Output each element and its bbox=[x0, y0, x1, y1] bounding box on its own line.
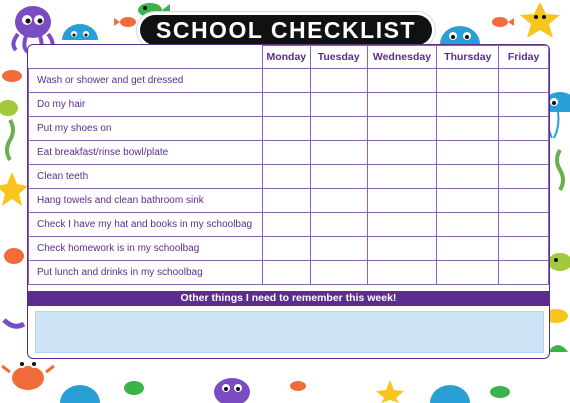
checkbox-cell-friday[interactable] bbox=[499, 141, 549, 165]
task-label: Put lunch and drinks in my schoolbag bbox=[29, 261, 263, 285]
jellyfish-icon bbox=[430, 385, 470, 403]
page-title: SCHOOL CHECKLIST bbox=[140, 15, 432, 45]
checkbox-cell-monday[interactable] bbox=[262, 141, 310, 165]
task-label: Wash or shower and get dressed bbox=[29, 69, 263, 93]
seaweed-icon bbox=[557, 150, 563, 190]
fish-icon bbox=[290, 381, 306, 391]
task-row bbox=[29, 69, 549, 93]
checkbox-cell-wednesday[interactable] bbox=[367, 117, 437, 141]
day-header-tuesday: Tuesday bbox=[310, 46, 367, 69]
checkbox-cell-tuesday[interactable] bbox=[310, 189, 367, 213]
starfish-icon bbox=[0, 172, 28, 206]
fish-icon bbox=[492, 17, 514, 27]
checkbox-cell-tuesday[interactable] bbox=[310, 237, 367, 261]
checkbox-cell-wednesday[interactable] bbox=[367, 213, 437, 237]
checkbox-cell-thursday[interactable] bbox=[437, 93, 499, 117]
checkbox-cell-friday[interactable] bbox=[499, 165, 549, 189]
octopus-icon bbox=[214, 378, 250, 403]
fish-icon bbox=[2, 70, 22, 82]
jellyfish-icon bbox=[62, 24, 98, 40]
checkbox-cell-monday[interactable] bbox=[262, 261, 310, 285]
day-header-friday: Friday bbox=[499, 46, 549, 69]
reminders-notes-box[interactable] bbox=[35, 311, 544, 353]
jellyfish-icon bbox=[440, 26, 480, 44]
starfish-icon bbox=[376, 380, 404, 403]
checkbox-cell-monday[interactable] bbox=[262, 117, 310, 141]
checkbox-cell-friday[interactable] bbox=[499, 93, 549, 117]
fish-icon bbox=[490, 386, 510, 398]
checkbox-cell-tuesday[interactable] bbox=[310, 165, 367, 189]
reminders-heading: Other things I need to remember this week! bbox=[28, 291, 549, 306]
task-label: Do my hair bbox=[29, 93, 263, 117]
task-row bbox=[29, 213, 549, 237]
task-label: Check homework is in my schoolbag bbox=[29, 237, 263, 261]
task-row bbox=[29, 261, 549, 285]
checkbox-cell-wednesday[interactable] bbox=[367, 141, 437, 165]
checkbox-cell-thursday[interactable] bbox=[437, 213, 499, 237]
jellyfish-icon bbox=[60, 385, 100, 403]
checkbox-cell-friday[interactable] bbox=[499, 189, 549, 213]
task-label: Check I have my hat and books in my schoolbag bbox=[29, 213, 263, 237]
octopus-icon bbox=[4, 320, 24, 326]
task-label: Clean teeth bbox=[29, 165, 263, 189]
checkbox-cell-wednesday[interactable] bbox=[367, 93, 437, 117]
checkbox-cell-wednesday[interactable] bbox=[367, 261, 437, 285]
seaweed-icon bbox=[7, 120, 13, 160]
checkbox-cell-tuesday[interactable] bbox=[310, 69, 367, 93]
day-header-thursday: Thursday bbox=[437, 46, 499, 69]
checklist-table bbox=[28, 45, 549, 285]
checkbox-cell-monday[interactable] bbox=[262, 213, 310, 237]
checkbox-cell-friday[interactable] bbox=[499, 261, 549, 285]
checkbox-cell-monday[interactable] bbox=[262, 69, 310, 93]
checkbox-cell-tuesday[interactable] bbox=[310, 261, 367, 285]
task-column-header bbox=[29, 46, 263, 69]
crab-icon bbox=[2, 360, 54, 390]
task-list bbox=[29, 69, 549, 285]
shell-icon bbox=[548, 345, 568, 352]
day-header-monday: Monday bbox=[262, 46, 310, 69]
task-row bbox=[29, 141, 549, 165]
checkbox-cell-wednesday[interactable] bbox=[367, 69, 437, 93]
checkbox-cell-wednesday[interactable] bbox=[367, 237, 437, 261]
checkbox-cell-monday[interactable] bbox=[262, 165, 310, 189]
task-row bbox=[29, 189, 549, 213]
checkbox-cell-friday[interactable] bbox=[499, 69, 549, 93]
task-row bbox=[29, 93, 549, 117]
checkbox-cell-thursday[interactable] bbox=[437, 261, 499, 285]
checkbox-cell-tuesday[interactable] bbox=[310, 93, 367, 117]
checkbox-cell-thursday[interactable] bbox=[437, 141, 499, 165]
checkbox-cell-thursday[interactable] bbox=[437, 189, 499, 213]
checkbox-cell-thursday[interactable] bbox=[437, 165, 499, 189]
checkbox-cell-friday[interactable] bbox=[499, 237, 549, 261]
checkbox-cell-thursday[interactable] bbox=[437, 237, 499, 261]
checkbox-cell-wednesday[interactable] bbox=[367, 165, 437, 189]
day-header-wednesday: Wednesday bbox=[367, 46, 437, 69]
checkbox-cell-tuesday[interactable] bbox=[310, 213, 367, 237]
checkbox-cell-thursday[interactable] bbox=[437, 69, 499, 93]
starfish-icon bbox=[520, 2, 560, 38]
checkbox-cell-thursday[interactable] bbox=[437, 117, 499, 141]
checkbox-cell-tuesday[interactable] bbox=[310, 117, 367, 141]
task-row bbox=[29, 165, 549, 189]
day-header-row bbox=[29, 46, 549, 69]
checkbox-cell-wednesday[interactable] bbox=[367, 189, 437, 213]
fish-icon bbox=[124, 381, 144, 395]
checkbox-cell-friday[interactable] bbox=[499, 213, 549, 237]
checkbox-cell-monday[interactable] bbox=[262, 189, 310, 213]
checkbox-cell-monday[interactable] bbox=[262, 93, 310, 117]
checkbox-cell-tuesday[interactable] bbox=[310, 141, 367, 165]
crab-icon bbox=[4, 248, 24, 264]
task-label: Put my shoes on bbox=[29, 117, 263, 141]
fish-icon bbox=[548, 253, 570, 271]
fish-icon bbox=[0, 100, 18, 116]
fish-icon bbox=[114, 17, 136, 27]
task-label: Hang towels and clean bathroom sink bbox=[29, 189, 263, 213]
checkbox-cell-friday[interactable] bbox=[499, 117, 549, 141]
checklist-sheet bbox=[27, 44, 550, 359]
task-row bbox=[29, 237, 549, 261]
checkbox-cell-monday[interactable] bbox=[262, 237, 310, 261]
task-row bbox=[29, 117, 549, 141]
task-label: Eat breakfast/rinse bowl/plate bbox=[29, 141, 263, 165]
